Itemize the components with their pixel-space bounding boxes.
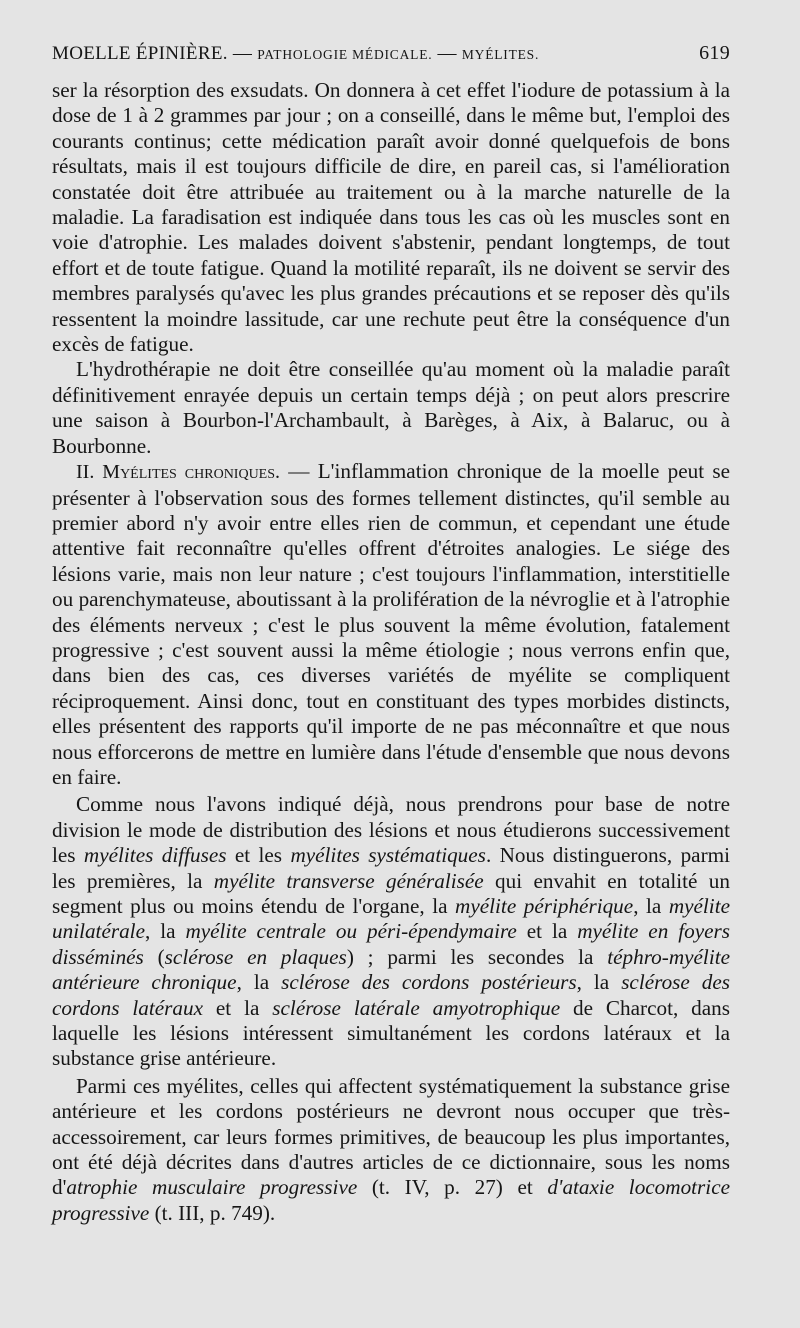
text-run: et la <box>203 995 273 1020</box>
paragraph-3 <box>52 459 730 790</box>
text-run: , la <box>236 970 282 995</box>
paragraph-1: ser la résorption des exsudats. On donnera à cet effet l'iodure de potassium à la dose de 1 à 2 grammes par jour ; on a conseillé, dans le même but, l'emploi des courants continus; cette médication paraît avoir donné quelquefois de bons résultats, mais il est toujours difficile de dire, en pareil cas, si l'amélioration constatée doit être attribuée au traitement ou à la marche naturelle de la maladie. La faradisation est indiquée dans tous les cas où les muscles sont en voie d'atrophie. Les malades doivent s'abstenir, pendant longtemps, de tout effort et de toute fatigue. Quand la motilité reparaît, ils ne doivent se servir des membres paralysés qu'avec les plus grandes précautions et se reposer dès qu'ils ressentent la moindre lassitude, car une rechute peut être la conséquence d'un excès de fatigue. <box>52 78 730 357</box>
running-head-separator: — <box>227 43 258 64</box>
text-run: . Nous distinguerons, parmi les premières, la <box>52 843 730 893</box>
text-run: et les <box>226 843 291 868</box>
page-number: 619 <box>699 42 730 64</box>
running-head-section: PATHOLOGIE MÉDICALE. <box>257 47 433 62</box>
italic-term: myélite unilatérale <box>52 894 730 944</box>
italic-term: myélite centrale ou péri-épendymaire <box>185 919 517 944</box>
text-run: , la <box>633 894 669 918</box>
italic-term: sclérose des cordons latéraux <box>52 970 731 1020</box>
running-head <box>52 42 730 65</box>
italic-term: myélites diffuses <box>83 843 227 868</box>
running-head-separator: — <box>432 43 462 64</box>
paragraph-3-text: — L'inflammation chronique de la moelle peut se présenter à l'observation sous des formes tellement distinctes, qu'il semble au premier abord n'y avoir entre elles rien de commun, et cependant une étude attentive fait reconnaître qu'elles offrent d'étroites analogies. Le siége des lésions varie, mais non leur nature ; c'est toujours l'inflammation, interstitielle ou parenchymateuse, aboutissant à la prolifération de la névroglie et à l'atrophie des éléments nerveux ; c'est le plus souvent la même évolution, fatalement progressive ; c'est souvent aussi la même étiologie ; nous verrons enfin que, dans bien des cas, ces diverses variétés de myélite se compliquent réciproquement. Ainsi donc, tout en constituant des types morbides distincts, elles présentent des rapports qu'il importe de ne pas méconnaître et que nous nous efforcerons de mettre en lumière dans l'étude d'ensemble que nous devons en faire. <box>52 459 730 789</box>
paragraph-2: L'hydrothérapie ne doit être conseillée qu'au moment où la maladie paraît définitivement enrayée depuis un certain temps déjà ; on peut alors prescrire une saison à Bourbon-l'Archambault, à Barèges, à Aix, à Balaruc, ou à Bourbonne. <box>52 357 730 458</box>
italic-term: sclérose en plaques <box>164 944 347 969</box>
running-head-main: MOELLE ÉPINIÈRE. <box>52 43 228 64</box>
running-head-title <box>52 43 539 65</box>
text-run: ) ; parmi les secondes la <box>346 944 608 969</box>
italic-term: sclérose des cordons postérieurs <box>281 970 577 995</box>
text-run: qui envahit en totalité un segment plus ou moins étendu de l'organe, la <box>52 868 730 918</box>
running-head-subsection: MYÉLITES. <box>461 47 540 62</box>
italic-term: myélite transverse généralisée <box>213 868 484 893</box>
text-run: , la <box>144 919 186 944</box>
text-run: , la <box>576 970 622 995</box>
text-run: (t. IV, p. 27) et <box>357 1175 548 1200</box>
italic-term: myélites systématiques <box>290 843 486 868</box>
paragraph-5 <box>52 1074 730 1226</box>
section-heading: II. Myélites chroniques. <box>76 461 281 484</box>
text-run: Parmi ces myélites, celles qui affectent systématiquement la substance grise antérieure et les cordons postérieurs ne devront nous occuper que très-accessoirement, car leurs formes primitives, de beaucoup les plus importantes, ont été déjà décrites dans d'autres articles de ce dictionnaire, sous les noms d' <box>52 1073 730 1200</box>
italic-term: d'ataxie locomotrice progressive <box>52 1175 731 1225</box>
italic-term: sclérose latérale amyotrophique <box>272 995 561 1020</box>
italic-term: atrophie musculaire progressive <box>66 1175 358 1200</box>
paragraph-4 <box>52 792 730 1071</box>
body-text <box>52 78 730 1226</box>
text-run: (t. III, p. 749). <box>149 1200 276 1225</box>
text-run: de Charcot, dans laquelle les lésions intéressent simultanément les cordons latéraux et la substance grise antérieure. <box>52 995 731 1071</box>
text-run: Comme nous l'avons indiqué déjà, nous prendrons pour base de notre division le mode de distribution des lésions et nous étudierons successivement les <box>52 792 730 868</box>
text-run: ( <box>143 944 165 969</box>
italic-term: téphro-myélite antérieure chronique <box>52 944 730 995</box>
italic-term: myélite périphérique <box>455 894 634 918</box>
italic-term: myélite en foyers disséminés <box>52 919 731 969</box>
text-run: et la <box>516 919 578 944</box>
